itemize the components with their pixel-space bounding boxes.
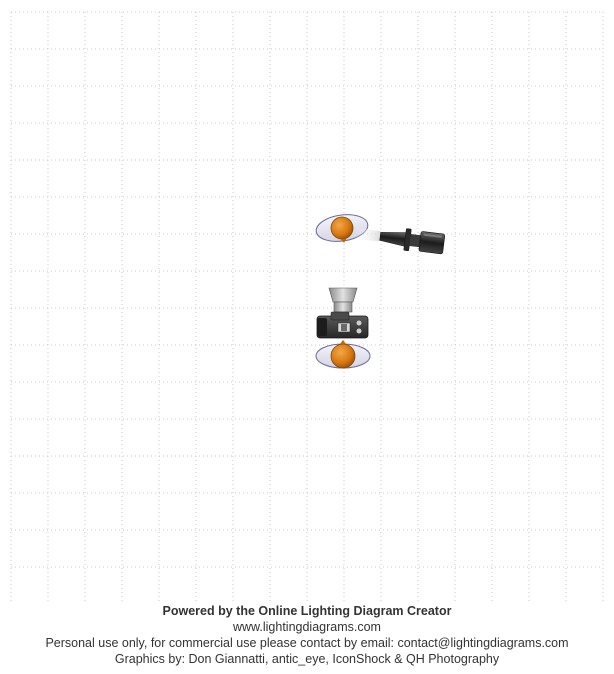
website-link[interactable]: www.lightingdiagrams.com xyxy=(233,620,381,634)
light-beam xyxy=(354,227,381,242)
powered-by-text: Powered by the Online Lighting Diagram Creator xyxy=(162,604,452,618)
subject-person-icon[interactable] xyxy=(316,340,370,368)
credits-text: Graphics by: Don Giannatti, antic_eye, IconShock & QH Photography xyxy=(114,652,500,666)
diagram-footer xyxy=(0,603,614,667)
license-text: Personal use only, for commercial use please contact by email: contact@lightingdiagrams.com xyxy=(45,636,569,650)
grid xyxy=(11,12,603,603)
camera-with-lens-icon[interactable] xyxy=(317,288,368,338)
